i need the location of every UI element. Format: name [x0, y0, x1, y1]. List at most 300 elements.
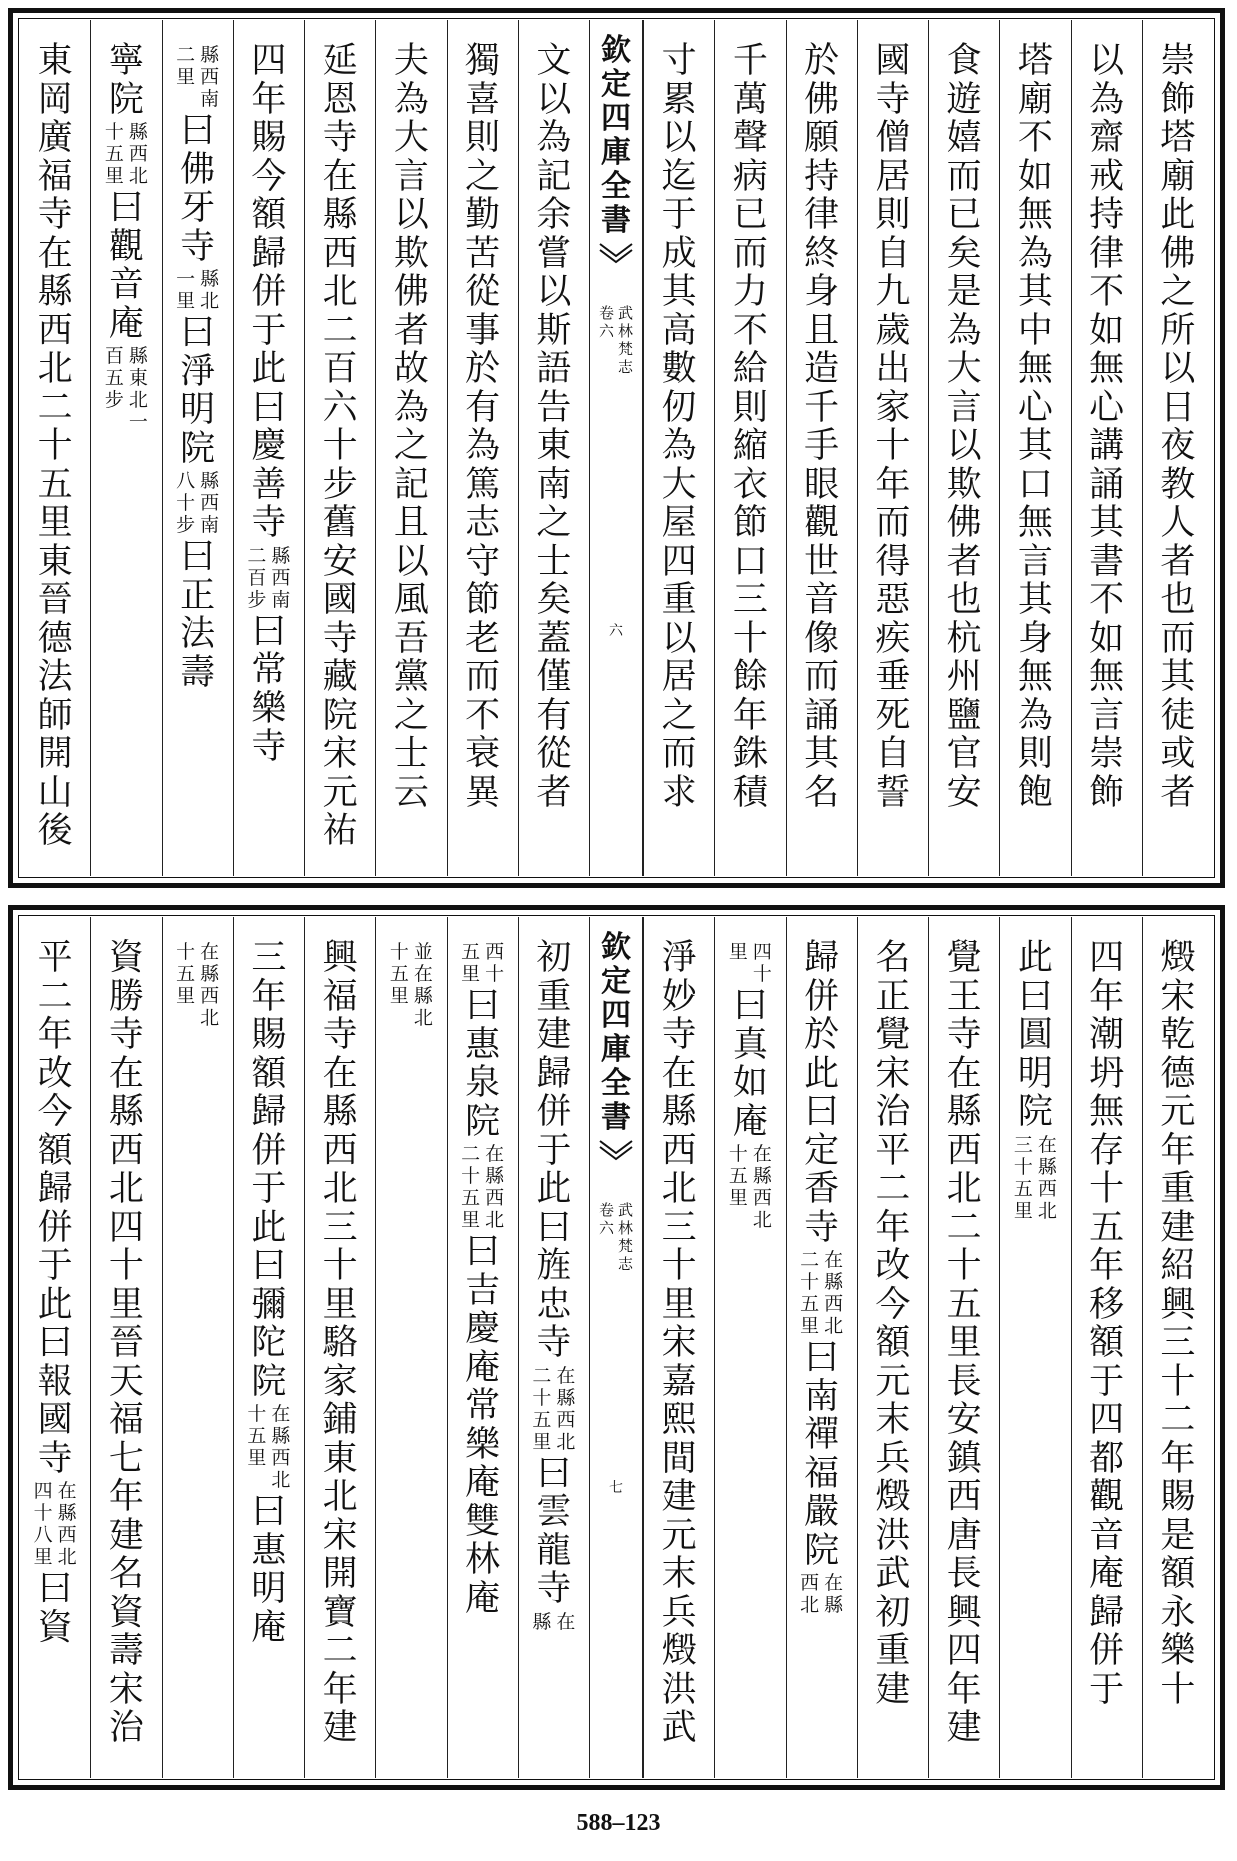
- character: 垂: [875, 657, 911, 697]
- character: 建: [661, 1477, 697, 1517]
- character: 故: [393, 349, 429, 389]
- character: 改: [37, 1053, 73, 1094]
- character: 喜: [465, 79, 501, 120]
- character: 百: [322, 349, 358, 389]
- character: 蓋: [536, 618, 572, 659]
- character: 州: [946, 657, 982, 697]
- note-line: [1013, 1134, 1033, 1222]
- character: 造: [804, 349, 840, 389]
- character: 元: [875, 1361, 911, 1402]
- character: 南: [804, 1376, 840, 1417]
- character: 居: [875, 156, 911, 197]
- column-text: [35, 42, 75, 851]
- note-character: 十: [176, 492, 196, 514]
- interlinear-note: [176, 470, 220, 536]
- character: 欺: [946, 464, 982, 505]
- note-character: 在: [200, 941, 220, 963]
- character: 庵: [465, 1347, 501, 1388]
- character: 書: [1089, 541, 1125, 582]
- character: 為: [1017, 233, 1053, 274]
- character: 寺: [251, 727, 287, 767]
- character: 岡: [37, 79, 73, 120]
- character: 宋: [322, 1515, 358, 1556]
- character: 平: [37, 938, 73, 978]
- character: 曰: [465, 1232, 501, 1272]
- character: 如: [732, 1063, 768, 1103]
- note-line: [200, 470, 220, 536]
- note-line: [176, 44, 196, 110]
- character: 佛: [804, 79, 840, 120]
- character: 觀: [108, 226, 144, 267]
- character: 在: [322, 1053, 358, 1094]
- character: 寺: [536, 1569, 572, 1609]
- note-character: 縣: [752, 1165, 772, 1187]
- character: 賜: [251, 118, 287, 158]
- character: 燬: [1160, 938, 1196, 978]
- character: 異: [465, 772, 501, 813]
- character: 大: [946, 349, 982, 389]
- character: 二: [946, 1207, 982, 1248]
- character: 重: [661, 580, 697, 620]
- character: 在: [108, 1053, 144, 1094]
- character: 講: [1089, 426, 1125, 466]
- note-line: [57, 1480, 77, 1568]
- text-column: [714, 917, 785, 1778]
- note-character: 縣: [1037, 1155, 1057, 1178]
- character: 末: [661, 1554, 697, 1594]
- character: 在: [322, 156, 358, 197]
- character: 不: [732, 310, 768, 351]
- character: 年: [108, 1477, 144, 1517]
- character: 終: [804, 233, 840, 274]
- note-character: 五: [800, 1293, 820, 1315]
- character: 佛: [1160, 233, 1196, 274]
- character: 四: [1089, 938, 1125, 978]
- note-character: 北: [413, 1007, 433, 1029]
- character: 餘: [732, 657, 768, 697]
- title-character: 書: [601, 203, 631, 238]
- note-character: 縣: [824, 1594, 844, 1616]
- character: 之: [393, 426, 429, 466]
- character: 都: [1089, 1438, 1125, 1479]
- character: 十: [1160, 1669, 1196, 1710]
- note-character: 五: [1013, 1177, 1033, 1200]
- note-character: 五: [728, 1165, 748, 1187]
- character: 自: [875, 233, 911, 274]
- character: 曰: [536, 1453, 572, 1494]
- title-character: 欽: [601, 33, 631, 68]
- character: 明: [251, 1569, 287, 1609]
- character: 夫: [393, 41, 429, 81]
- character: 長: [946, 1554, 982, 1594]
- text-column: [375, 917, 446, 1778]
- character: 重: [536, 976, 572, 1017]
- character: 死: [875, 695, 911, 736]
- character: 長: [946, 1361, 982, 1402]
- note-character: 北: [824, 1315, 844, 1337]
- character: 日: [1160, 387, 1196, 428]
- character: 壽: [108, 1631, 144, 1671]
- character: 禪: [804, 1415, 840, 1455]
- character: 而: [661, 734, 697, 774]
- character: 三: [1160, 1323, 1196, 1363]
- character: 正: [180, 575, 216, 616]
- character: 併: [804, 976, 840, 1017]
- note-line: [247, 545, 267, 611]
- character: 文: [536, 41, 572, 81]
- chapter-label-character: 卷: [598, 304, 614, 322]
- text-column: [1142, 20, 1213, 876]
- note-line: [200, 268, 220, 312]
- character: 國: [875, 41, 911, 81]
- interlinear-note: [247, 1403, 291, 1491]
- note-character: 縣: [556, 1386, 576, 1409]
- character: 舊: [322, 503, 358, 543]
- character: 有: [465, 387, 501, 428]
- character: 言: [393, 156, 429, 197]
- character: 此: [37, 1284, 73, 1325]
- character: 西: [661, 1130, 697, 1171]
- character: 兵: [875, 1438, 911, 1479]
- character: 言: [1017, 541, 1053, 582]
- character: 成: [661, 233, 697, 274]
- character: 老: [465, 618, 501, 659]
- note-line: [800, 1572, 820, 1616]
- column-text: [1158, 42, 1198, 812]
- character: 龍: [536, 1530, 572, 1571]
- character: 之: [465, 156, 501, 197]
- text-column: [518, 917, 589, 1778]
- character: 額: [251, 1053, 287, 1094]
- note-character: 縣: [200, 470, 220, 492]
- note-character: 在: [556, 1610, 576, 1633]
- character: 惡: [875, 580, 911, 620]
- character: 賜: [251, 1015, 287, 1055]
- character: 不: [1089, 272, 1125, 312]
- column-text: [106, 939, 146, 1748]
- character: 之: [536, 503, 572, 543]
- character: 千: [804, 387, 840, 428]
- character: 矣: [946, 233, 982, 274]
- interlinear-note: [176, 268, 220, 312]
- note-character: 西: [556, 1408, 576, 1431]
- character: 像: [804, 618, 840, 659]
- character: 圓: [1017, 1015, 1053, 1055]
- note-character: 十: [800, 1271, 820, 1293]
- note-character: 東: [128, 367, 148, 389]
- text-columns-upper: [20, 20, 1213, 876]
- note-character: 北: [128, 165, 148, 187]
- character: 年: [251, 79, 287, 120]
- note-character: 十: [461, 1165, 481, 1187]
- character: 為: [1017, 695, 1053, 736]
- character: 五: [37, 464, 73, 505]
- note-character: 南: [271, 588, 291, 611]
- column-text: [104, 42, 148, 435]
- character: 塔: [1160, 118, 1196, 158]
- chapter-label: [598, 304, 634, 376]
- character: 者: [393, 310, 429, 351]
- character: 鋪: [322, 1400, 358, 1440]
- character: 福: [108, 1400, 144, 1440]
- character: 寺: [37, 195, 73, 235]
- note-character: 里: [800, 1315, 820, 1337]
- note-line: [532, 1611, 552, 1633]
- interlinear-note: [532, 1611, 576, 1633]
- page-number: 588–123: [576, 1810, 661, 1836]
- note-character: 西: [128, 143, 148, 165]
- character: 曰: [37, 1569, 73, 1609]
- character: 而: [465, 657, 501, 697]
- character: 此: [1160, 195, 1196, 235]
- character: 善: [251, 464, 287, 505]
- note-line: [461, 1143, 481, 1231]
- character: 于: [1089, 1669, 1125, 1710]
- note-character: 十: [104, 121, 124, 143]
- note-character: 在: [57, 1480, 77, 1502]
- column-text: [1087, 42, 1127, 812]
- note-character: 五: [104, 143, 124, 165]
- character: 院: [804, 1530, 840, 1571]
- character: 曰: [180, 313, 216, 353]
- character: 元: [1160, 1092, 1196, 1132]
- character: 黨: [393, 657, 429, 697]
- note-character: 西: [200, 492, 220, 514]
- note-character: 北: [1037, 1199, 1057, 1222]
- note-line: [176, 470, 196, 536]
- character: 出: [875, 349, 911, 389]
- character: 惠: [251, 1530, 287, 1571]
- text-column: [928, 20, 999, 876]
- character: 四: [108, 1207, 144, 1248]
- column-text: [1015, 42, 1055, 812]
- note-character: 五: [247, 1425, 267, 1447]
- character: 旌: [536, 1246, 572, 1286]
- character: 世: [804, 541, 840, 582]
- character: 余: [536, 195, 572, 235]
- character: 武: [661, 1708, 697, 1748]
- character: 興: [946, 1592, 982, 1633]
- chapter-label-character: 卷: [598, 1201, 614, 1219]
- character: 縣: [946, 1092, 982, 1132]
- note-character: 縣: [128, 345, 148, 367]
- title-character: 書: [601, 1100, 631, 1135]
- note-character: 西: [200, 985, 220, 1007]
- character: 東: [322, 1438, 358, 1479]
- character: 法: [37, 657, 73, 697]
- character: 院: [180, 428, 216, 469]
- character: 王: [946, 976, 982, 1017]
- note-line: [532, 1365, 552, 1453]
- character: 崇: [1160, 41, 1196, 81]
- character: 無: [1089, 657, 1125, 697]
- character: 淨: [661, 938, 697, 978]
- character: 願: [804, 118, 840, 158]
- column-text: [320, 42, 360, 851]
- character: 音: [1089, 1515, 1125, 1556]
- note-character: 縣: [824, 1271, 844, 1293]
- character: 南: [536, 464, 572, 505]
- character: 已: [946, 195, 982, 235]
- note-character: 十: [33, 1502, 53, 1524]
- character: 乾: [1160, 1015, 1196, 1055]
- character: 其: [661, 272, 697, 312]
- character: 曰: [536, 1207, 572, 1248]
- character: 屋: [661, 503, 697, 543]
- character: 寺: [946, 1015, 982, 1055]
- character: 北: [322, 1477, 358, 1517]
- note-character: 步: [247, 588, 267, 611]
- character: 建: [536, 1015, 572, 1055]
- character: 口: [732, 541, 768, 582]
- character: 十: [37, 426, 73, 466]
- note-line: [200, 941, 220, 1029]
- note-line: [485, 1143, 505, 1231]
- character: 獨: [465, 41, 501, 81]
- character: 官: [946, 734, 982, 774]
- character: 縣: [108, 1092, 144, 1132]
- note-character: 在: [752, 1143, 772, 1165]
- character: 以: [1160, 349, 1196, 389]
- note-character: 北: [200, 1007, 220, 1029]
- character: 而: [804, 657, 840, 697]
- chapter-label-character: 林: [617, 322, 633, 340]
- character: 之: [393, 695, 429, 736]
- character: 崇: [1089, 734, 1125, 774]
- character: 十: [661, 1246, 697, 1286]
- character: 則: [465, 118, 501, 158]
- character: 延: [322, 41, 358, 81]
- column-text: [873, 42, 913, 812]
- character: 三: [322, 1207, 358, 1248]
- column-text: [320, 939, 360, 1748]
- character: 年: [1089, 1246, 1125, 1286]
- character: 其: [1017, 580, 1053, 620]
- character: 報: [37, 1361, 73, 1402]
- character: 北: [322, 1169, 358, 1209]
- note-character: 縣: [200, 963, 220, 985]
- character: 也: [946, 580, 982, 620]
- character: 以: [1089, 41, 1125, 81]
- chapter-label-character: 六: [598, 1219, 614, 1237]
- character: 曰: [804, 1338, 840, 1378]
- character: 其: [1017, 272, 1053, 312]
- note-line: [824, 1249, 844, 1337]
- character: 宋: [108, 1669, 144, 1710]
- interlinear-note: [461, 1143, 505, 1231]
- character: 北: [322, 272, 358, 312]
- note-character: 里: [389, 985, 409, 1007]
- character: 寺: [804, 1207, 840, 1248]
- column-text: [391, 42, 431, 812]
- character: 寧: [108, 41, 144, 81]
- character: 得: [875, 541, 911, 582]
- column-text: [728, 939, 772, 1233]
- character: 年: [1160, 1130, 1196, 1171]
- character: 者: [1160, 541, 1196, 582]
- character: 年: [1160, 1438, 1196, 1479]
- character: 此: [251, 349, 287, 389]
- character: 之: [661, 695, 697, 736]
- character: 曰: [37, 1323, 73, 1363]
- note-character: 五: [461, 941, 481, 963]
- character: 歸: [536, 1053, 572, 1094]
- character: 持: [804, 156, 840, 197]
- character: 院: [1017, 1092, 1053, 1132]
- character: 西: [322, 233, 358, 274]
- title-character: 四: [601, 998, 631, 1033]
- character: 西: [108, 1130, 144, 1171]
- character: 額: [37, 1130, 73, 1171]
- character: 坍: [1089, 1053, 1125, 1094]
- character: 寸: [661, 41, 697, 81]
- character: 而: [732, 233, 768, 274]
- note-character: 里: [247, 1447, 267, 1469]
- character: 自: [875, 734, 911, 774]
- note-line: [176, 941, 196, 1029]
- folio-number: 六: [609, 623, 623, 639]
- chapter-label-character: 武: [617, 1201, 633, 1219]
- character: 者: [946, 541, 982, 582]
- character: 曰: [465, 986, 501, 1026]
- character: 而: [946, 156, 982, 197]
- folio-number: 七: [609, 1480, 623, 1496]
- character: 後: [37, 811, 73, 851]
- character: 院: [465, 1101, 501, 1142]
- character: 寺: [37, 1438, 73, 1479]
- character: 縣: [661, 1092, 697, 1132]
- character: 德: [37, 618, 73, 659]
- character: 初: [875, 1592, 911, 1633]
- note-line: [556, 1365, 576, 1453]
- text-column: [714, 20, 785, 876]
- character: 里: [108, 1284, 144, 1325]
- character: 身: [1017, 618, 1053, 659]
- character: 安: [946, 1400, 982, 1440]
- character: 為: [1089, 79, 1125, 120]
- character: 者: [1160, 772, 1196, 813]
- note-line: [271, 1403, 291, 1491]
- character: 四: [1089, 1400, 1125, 1440]
- character: 西: [946, 1130, 982, 1171]
- column-text: [176, 939, 220, 1031]
- character: 寺: [322, 118, 358, 158]
- title-character: 定: [601, 67, 631, 102]
- character: 於: [804, 1015, 840, 1055]
- character: 如: [1089, 618, 1125, 659]
- character: 寺: [661, 1015, 697, 1055]
- character: 併: [536, 1092, 572, 1132]
- character: 事: [465, 310, 501, 351]
- text-column: [20, 917, 90, 1778]
- column-text: [1087, 939, 1127, 1709]
- character: 縣: [322, 195, 358, 235]
- character: 衣: [732, 464, 768, 505]
- character: 風: [393, 580, 429, 620]
- character: 燬: [661, 1631, 697, 1671]
- column-text: [944, 42, 984, 812]
- character: 觀: [804, 503, 840, 543]
- character: 從: [465, 272, 501, 312]
- character: 教: [1160, 464, 1196, 505]
- character: 彌: [251, 1284, 287, 1325]
- character: 飾: [1160, 79, 1196, 120]
- character: 記: [536, 156, 572, 197]
- character: 告: [536, 387, 572, 428]
- note-character: 並: [413, 941, 433, 963]
- character: 廣: [37, 118, 73, 158]
- character: 牙: [180, 188, 216, 228]
